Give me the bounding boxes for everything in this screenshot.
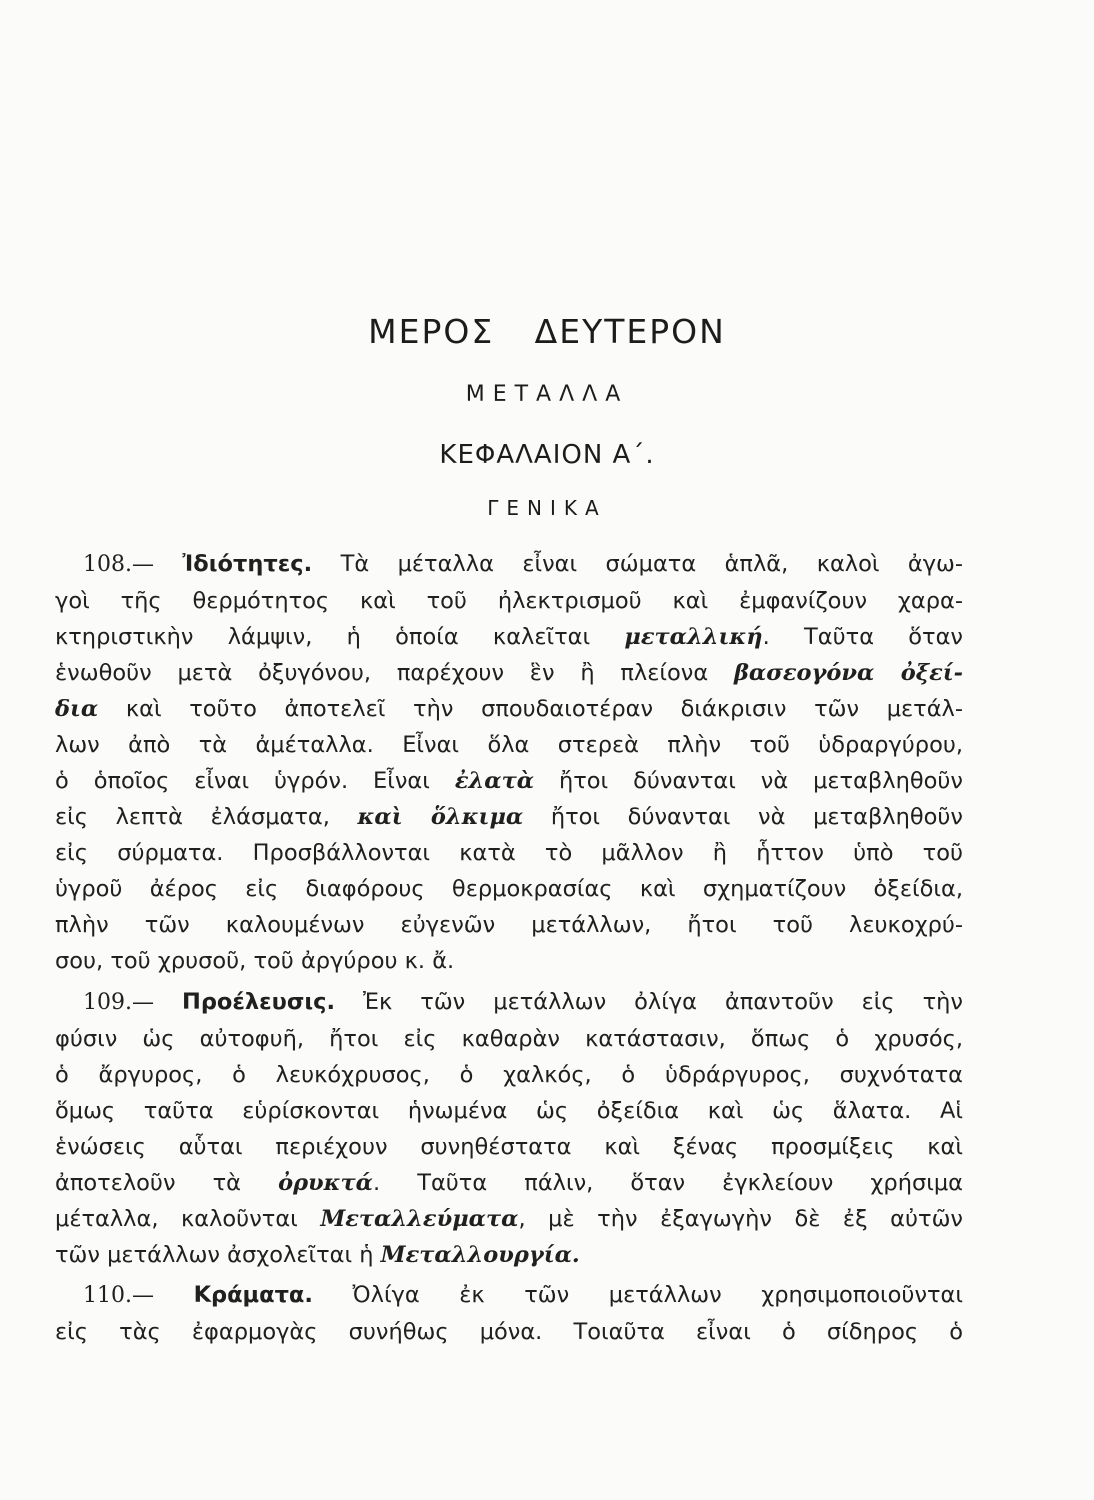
- text-line: [55, 984, 963, 1021]
- line-text: κτηριστικὴν λάμψιν, ἡ ὁποία καλεῖται: [55, 624, 591, 650]
- paragraph-110: [55, 1277, 963, 1350]
- line-text: Ὀλίγα ἐκ τῶν μετάλλων χρησιμοποιοῦνται: [352, 1282, 964, 1308]
- line-text: ἤτοι δύνανται νὰ μεταβληθοῦν: [523, 804, 963, 830]
- text-line: [55, 546, 963, 583]
- line-text: ὁ ὁποῖος εἶναι ὑγρόν. Εἶναι: [55, 768, 430, 794]
- paragraph-heading: Κράματα.: [193, 1282, 313, 1308]
- text-line: ὁ ἄργυρος, ὁ λευκόχρυσος, ὁ χαλκός, ὁ ὑδράργυρος, συχνότατα: [55, 1062, 963, 1088]
- line-text: . Ταῦτα ὅταν: [762, 624, 963, 650]
- paragraph-number: 110.—: [83, 1283, 154, 1308]
- text-line: πλὴν τῶν καλουμένων εὐγενῶν μετάλλων, ἤτοι τοῦ λευκοχρύ-: [55, 912, 963, 938]
- line-text: . Ταῦτα πάλιν, ὅταν ἐγκλείουν χρήσιμα: [372, 1170, 963, 1196]
- line-text: μέταλλα, καλοῦνται: [55, 1206, 298, 1232]
- part-title: ΜΕΡΟΣ ΔΕΥΤΕΡΟΝ: [368, 312, 726, 351]
- line-text: Τὰ μέταλλα εἶναι σώματα ἁπλᾶ, καλοὶ ἀγω-: [340, 551, 964, 577]
- emphasized-term: ἐλατὰ: [454, 768, 535, 794]
- text-line: ἑνώσεις αὗται περιέχουν συνηθέστατα καὶ ξένας προσμίξεις καὶ: [55, 1134, 963, 1160]
- emphasized-term: Μεταλλεύματα: [320, 1206, 519, 1232]
- text-line: ὑγροῦ ἀέρος εἰς διαφόρους θερμοκρασίας καὶ σχηματίζουν ὀξείδια,: [55, 876, 963, 902]
- text-line: ὅμως ταῦτα εὑρίσκονται ἡνωμένα ὡς ὀξείδια καὶ ὡς ἅλατα. Αἱ: [55, 1098, 963, 1124]
- line-text: ἤτοι δύνανται νὰ μεταβληθοῦν: [534, 768, 963, 794]
- paragraph-108: [55, 546, 963, 979]
- text-line: σου, τοῦ χρυσοῦ, τοῦ ἀργύρου κ. ἄ.: [55, 948, 455, 974]
- text-line: [55, 1237, 963, 1273]
- line-text: , μὲ τὴν ἐξαγωγὴν δὲ ἐξ αὐτῶν: [518, 1206, 963, 1232]
- text-line: [55, 691, 963, 727]
- paragraph-109: [55, 984, 963, 1273]
- text-line: λων ἀπὸ τὰ ἀμέταλλα. Εἶναι ὅλα στερεὰ πλὴν τοῦ ὑδραργύρου,: [55, 732, 963, 758]
- emphasized-term: Μεταλλουργία.: [380, 1242, 580, 1268]
- paragraph-heading: Προέλευσις.: [181, 989, 336, 1015]
- text-line: [55, 1165, 963, 1201]
- paragraph-heading: Ἰδιότητες.: [182, 551, 313, 577]
- text-line: εἰς σύρματα. Προσβάλλονται κατὰ τὸ μᾶλλον ἢ ἧττον ὑπὸ τοῦ: [55, 840, 963, 866]
- text-line: [55, 799, 963, 835]
- section-title: ΓΕΝΙΚΑ: [487, 496, 607, 520]
- line-text: ἀποτελοῦν τὰ: [55, 1170, 241, 1196]
- emphasized-term: μεταλλική: [624, 624, 763, 650]
- emphasized-term: καὶ ὅλκιμα: [357, 804, 524, 830]
- text-line: γοὶ τῆς θερμότητος καὶ τοῦ ἠλεκτρισμοῦ καὶ ἐμφανίζουν χαρα-: [55, 588, 963, 614]
- emphasized-term: δια: [55, 696, 99, 722]
- line-text: τῶν μετάλλων ἀσχολεῖται ἡ: [55, 1242, 374, 1268]
- text-line: [55, 763, 963, 799]
- part-subtitle: ΜΕΤΑΛΛΑ: [465, 382, 629, 407]
- text-line: φύσιν ὡς αὐτοφυῆ, ἤτοι εἰς καθαρὰν κατάστασιν, ὅπως ὁ χρυσός,: [55, 1026, 963, 1052]
- line-text: Ἐκ τῶν μετάλλων ὀλίγα ἀπαντοῦν εἰς τὴν: [363, 989, 963, 1015]
- text-line: [55, 1201, 963, 1237]
- text-line: [55, 655, 963, 691]
- emphasized-term: ὀρυκτά: [278, 1170, 373, 1196]
- paragraph-number: 108.—: [83, 552, 154, 577]
- emphasized-term: βασεογόνα ὀξεί-: [733, 660, 964, 686]
- text-line: [55, 1277, 963, 1314]
- line-text: καὶ τοῦτο ἀποτελεῖ τὴν σπουδαιοτέραν διάκρισιν τῶν μετάλ-: [98, 696, 963, 722]
- paragraph-number: 109.—: [83, 990, 154, 1015]
- line-text: ἑνωθοῦν μετὰ ὀξυγόνου, παρέχουν ἓν ἢ πλείονα: [55, 660, 709, 686]
- chapter-title: ΚΕΦΑΛΑΙΟΝ Α΄.: [439, 440, 655, 470]
- line-text: εἰς λεπτὰ ἐλάσματα,: [55, 804, 330, 830]
- text-line: [55, 619, 963, 655]
- text-line: εἰς τὰς ἐφαρμογὰς συνήθως μόνα. Τοιαῦτα εἶναι ὁ σίδηρος ὁ: [55, 1319, 963, 1345]
